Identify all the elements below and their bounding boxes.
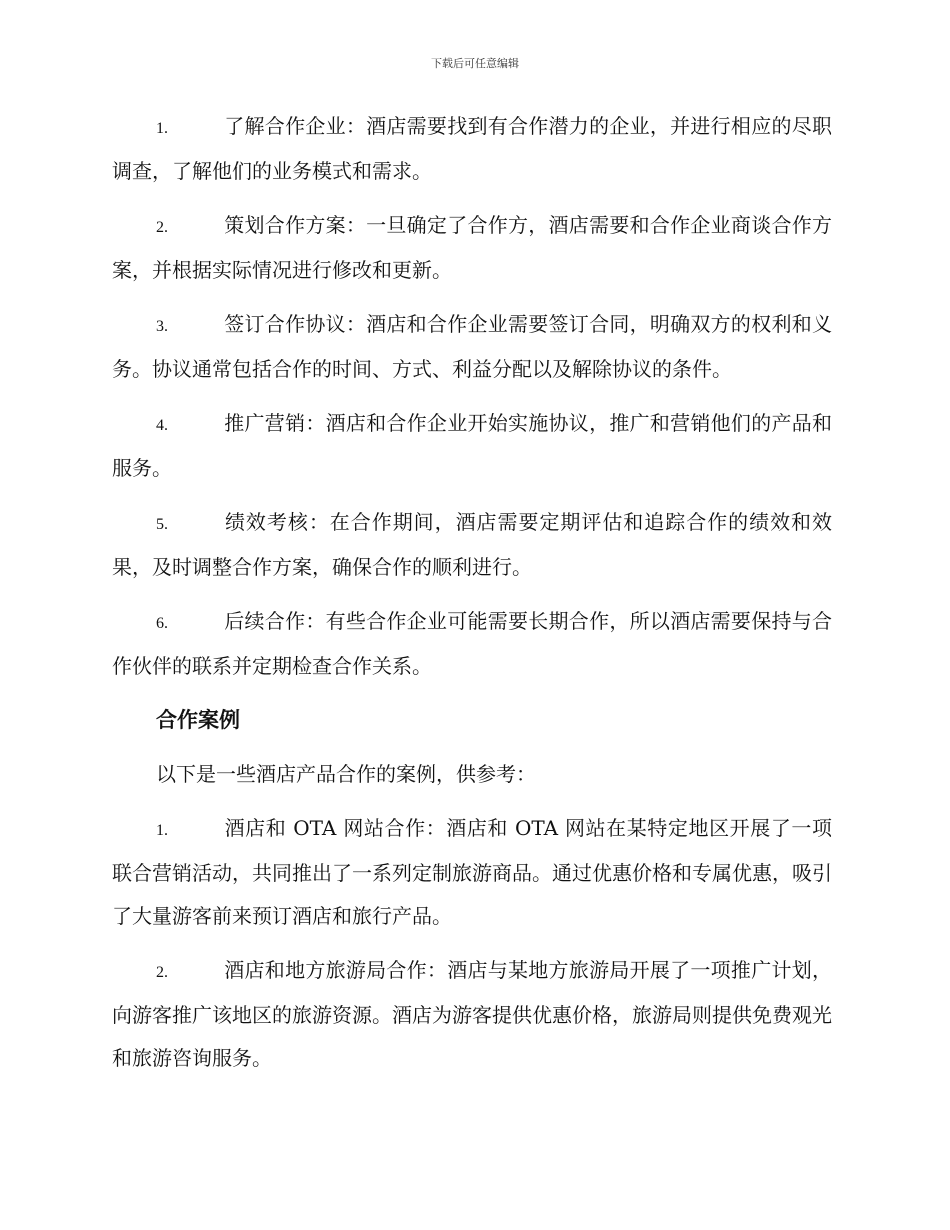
case-item: [112, 807, 832, 938]
step-text: 策划合作方案：一旦确定了合作方，酒店需要和合作企业商谈合作方案，并根据实际情况进行修改和更新。: [112, 213, 832, 282]
section-intro: 以下是一些酒店产品合作的案例，供参考：: [156, 762, 536, 786]
step-item: [112, 402, 832, 490]
document-body: [112, 105, 832, 1091]
step-item: [112, 501, 832, 589]
step-text: 推广营销：酒店和合作企业开始实施协议，推广和营销他们的产品和服务。: [112, 411, 832, 480]
step-number: 4.: [156, 417, 168, 434]
step-text: 绩效考核：在合作期间，酒店需要定期评估和追踪合作的绩效和效果，及时调整合作方案，确保合作的顺利进行。: [112, 510, 832, 579]
step-number: 6.: [156, 615, 168, 632]
case-item: [112, 949, 832, 1080]
step-item: [112, 303, 832, 391]
case-number: 1.: [156, 822, 168, 839]
step-item: [112, 600, 832, 688]
step-text: 签订合作协议：酒店和合作企业需要签订合同，明确双方的权利和义务。协议通常包括合作的时间、方式、利益分配以及解除协议的条件。: [112, 312, 832, 381]
page-header: 下载后可任意编辑: [431, 57, 519, 70]
section-heading: 合作案例: [156, 708, 240, 732]
step-number: 5.: [156, 516, 168, 533]
case-text: 酒店和 OTA 网站合作：酒店和 OTA 网站在某特定地区开展了一项联合营销活动，共同推出了一系列定制旅游商品。通过优惠价格和专属优惠，吸引了大量游客前来预订酒店和旅行产品。: [112, 816, 832, 928]
step-text: 后续合作：有些合作企业可能需要长期合作，所以酒店需要保持与合作伙伴的联系并定期检查合作关系。: [112, 609, 832, 678]
step-item: [112, 204, 832, 292]
case-text: 酒店和地方旅游局合作：酒店与某地方旅游局开展了一项推广计划，向游客推广该地区的旅游资源。酒店为游客提供优惠价格，旅游局则提供免费观光和旅游咨询服务。: [112, 958, 832, 1070]
step-number: 2.: [156, 219, 168, 236]
step-item: [112, 105, 832, 193]
step-text: 了解合作企业：酒店需要找到有合作潜力的企业，并进行相应的尽职调查，了解他们的业务模式和需求。: [112, 114, 832, 183]
case-number: 2.: [156, 964, 168, 981]
step-number: 3.: [156, 318, 168, 335]
step-number: 1.: [156, 120, 168, 137]
